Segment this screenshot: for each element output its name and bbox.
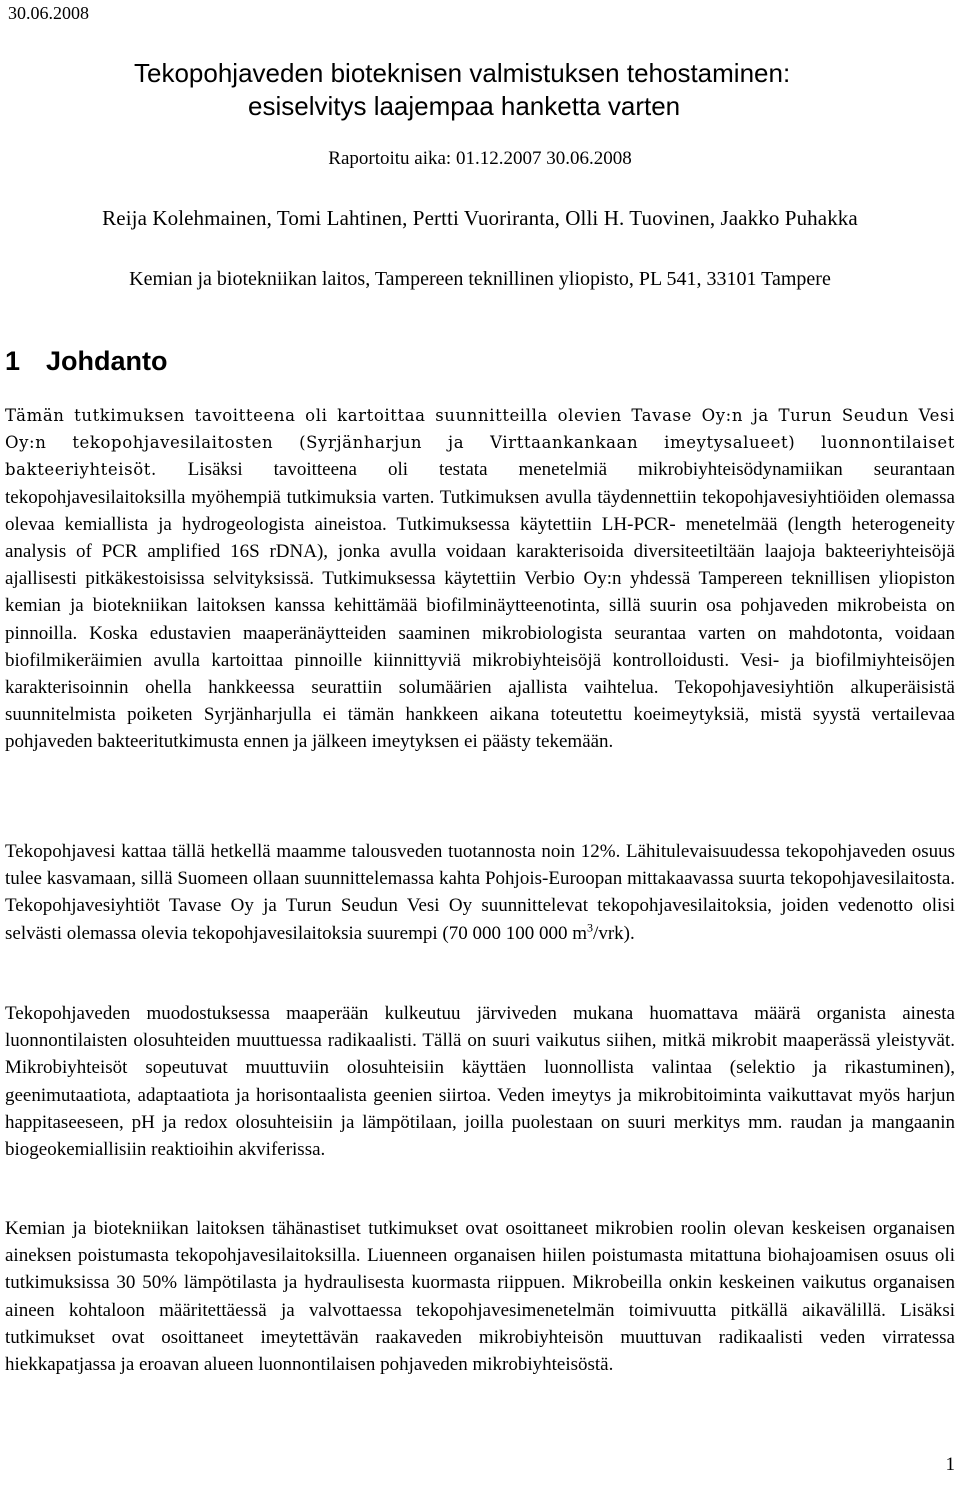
paragraph-2-superscript: 3 [587,920,594,935]
authors-line: Reija Kolehmainen, Tomi Lahtinen, Pertti Vuoriranta, Olli H. Tuovinen, Jaakko Puhakka [102,206,858,230]
paragraph-1-rest: Lisäksi tavoitteena oli testata menetelmiä mikrobiyhteisödynamiikan seurantaan tekopohjavesilaitoksilla myöhempiä tutkimuksia varten. Tutkimuksen avulla täydennettiin tekopohjavesiyhtiöiden olemassa olevaa kemiallista ja hydrogeologista aineistoa. Tutkimuksessa käytettiin LH-PCR- menetelmää (length heterogeneity analysis of PCR amplified 16S rDNA), jonka avulla voidaan karakterisoida diversiteetiltään laajoja bakteeriyhteisöjä ajallisesti pitkäkestoisissa selvityksissä. Tutkimuksessa käytettiin Verbio Oy:n yhdessä Tampereen teknillisen yliopiston kemian ja biotekniikan laitoksen kanssa kehittämää biofilminäytteenotinta, sillä suurin osa pohjaveden mikrobeista on pinnoilla. Koska edustavien maaperänäytteiden saaminen mikrobiologista seurantaa varten on mahdotonta, voidaan biofilmikeräimien avulla kartoittaa pinnoille kiinnittyviä mikrobiyhteisöjä kontrolloidusti. Vesi- ja biofilmiyhteisöjen karakterisoinnin ohella hankkeessa seurattiin solumäärien ajallista vaihtelua. Tekopohjavesiyhtiön alkuperäisistä suunnitelmista poiketen Syrjänharjulla ei tämän hankkeen aikana toteutettu koeimeytyksiä, mistä syystä vertailevaa pohjaveden bakteeritutkimusta ennen ja jälkeen imeytyksen ei päästy tekemään. [5,459,955,753]
title-line-1: Tekopohjaveden bioteknisen valmistuksen tehostaminen: [134,58,791,88]
section-number: 1 [5,346,21,376]
page-date: 30.06.2008 [8,3,89,23]
section-title: Johdanto [46,346,168,376]
paragraph-2 [5,838,955,947]
document-title [134,57,894,123]
paragraph-2-main: Tekopohjavesi kattaa tällä hetkellä maamme talousveden tuotannosta noin 12%. Lähitulevaisuudessa tekopohjaveden osuus tulee kasvamaan, sillä Suomeen ollaan suunnittelemassa kahta Pohjois-Euroopan mittakaavassa suurta tekopohjavesilaitosta. Tekopohjavesiyhtiöt Tavase Oy ja Turun Seudun Vesi Oy suunnittelevat tekopohjavesilaitoksia, joiden vedenotto olisi selvästi olemassa olevia tekopohjavesilaitoksia suurempi (70 000 100 000 m [5,841,955,944]
paragraph-1-intro: Tämän tutkimuksen tavoitteena oli kartoittaa suunnitteilla olevien Tavase Oy:n ja Turun Seudun Vesi Oy:n tekopohjavesilaitosten (Syrjänharjun ja Virttaankankaan imeytysalueet) luonnontilaiset bakteeriyhteisöt. [5,406,955,480]
paragraph-2-end: /vrk). [593,922,635,944]
title-line-2: esiselvitys laajempaa hanketta varten [248,91,681,121]
affiliation-line: Kemian ja biotekniikan laitos, Tampereen teknillinen yliopisto, PL 541, 33101 Tampere [129,268,831,290]
section-heading [5,346,168,377]
paragraph-3: Tekopohjaveden muodostuksessa maaperään kulkeutuu järviveden mukana huomattava määrä organista ainesta luonnontilaisten olosuhteiden muuttuessa radikaalisti. Tällä on suuri vaikutus siihen, mitkä mikrobit maaperässä yleistyvät. Mikrobiyhteisöt sopeutuvat muuttuviin olosuhteisiin käyttäen luonnollista valintaa (selektio ja rikastuminen), geenimutaatiota, adaptaatiota ja horisontaalista geenien siirtoa. Veden imeytys ja mikrobitoiminta vaikuttavat myös harjun happitaseeseen, pH ja redox olosuhteisiin ja lämpötilaan, joilla puolestaan on suuri merkitys mm. raudan ja mangaanin biogeokemiallisiin reaktioihin akviferissa. [5,1003,955,1161]
reporting-period: Raportoitu aika: 01.12.2007 30.06.2008 [328,148,632,169]
paragraph-1 [5,402,955,756]
page-number: 1 [945,1454,955,1475]
paragraph-4: Kemian ja biotekniikan laitoksen tähänastiset tutkimukset ovat osoittaneet mikrobien roolin olevan keskeisen organaisen aineksen poistumasta tekopohjavesilaitoksilla. Liuenneen organaisen hiilen poistumasta mitattuna biohajoamisen osuus oli tutkimuksissa 30 50% lämpötilasta ja hydraulisesta kuormasta riippuen. Mikrobeilla onkin keskeinen vaikutus organaisen aineen kohtaloon määritettäessä ja valvottaessa tekopohjavesimenetelmän toimivuutta pitkällä aikavälillä. Lisäksi tutkimukset ovat osoittaneet imeytettävän raakaveden mikrobiyhteisön muuttuvan radikaalisti veden virratessa hiekkapatjassa ja eroavan alueen luonnontilaisen pohjaveden mikrobiyhteisöstä. [5,1218,955,1376]
